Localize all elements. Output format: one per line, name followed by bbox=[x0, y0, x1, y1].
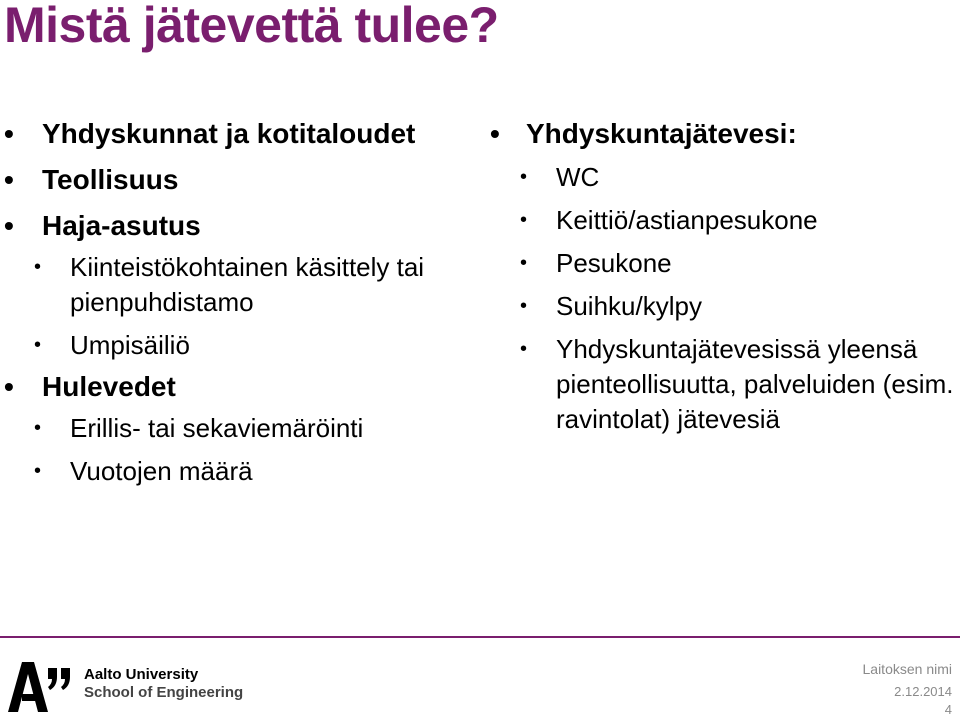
right-column bbox=[484, 118, 960, 445]
department-name: Laitoksen nimi bbox=[862, 661, 952, 677]
school-name: School of Engineering bbox=[84, 684, 244, 701]
university-title: Aalto University bbox=[84, 666, 199, 683]
slide-title: Mistä jätevettä tulee? bbox=[4, 0, 499, 53]
subbullet-wc: • WC bbox=[484, 160, 960, 195]
subbullet-kiinteistokohtainen: • Kiinteistökohtainen käsittely tai pienpuhdistamo bbox=[0, 250, 460, 320]
bullet-hulevedet: • Hulevedet bbox=[0, 371, 480, 403]
bullet-yhdyskuntajatevesi: • Yhdyskuntajätevesi: bbox=[484, 118, 960, 150]
subbullet-pesukone: • Pesukone bbox=[484, 246, 960, 281]
bullet-yhdyskunnat: • Yhdyskunnat ja kotitaloudet bbox=[0, 118, 480, 150]
aalto-a-logo-icon bbox=[8, 660, 72, 712]
left-column bbox=[0, 118, 480, 497]
slide-date: 2.12.2014 bbox=[894, 684, 952, 699]
university-name bbox=[84, 666, 243, 702]
subbullet-keittio: • Keittiö/astianpesukone bbox=[484, 203, 960, 238]
subbullet-umpisailio: • Umpisäiliö bbox=[0, 328, 480, 363]
bullet-haja-asutus: • Haja-asutus bbox=[0, 210, 480, 242]
footer-divider bbox=[0, 636, 960, 638]
subbullet-suihku: • Suihku/kylpy bbox=[484, 289, 960, 324]
subbullet-vuotojen: • Vuotojen määrä bbox=[0, 454, 480, 489]
bullet-teollisuus: • Teollisuus bbox=[0, 164, 480, 196]
page-number: 4 bbox=[944, 702, 952, 717]
subbullet-erillis: • Erillis- tai sekaviemäröinti bbox=[0, 411, 480, 446]
subbullet-pienteollisuus: • Yhdyskuntajätevesissä yleensä pienteollisuutta, palveluiden (esim. ravintolat) jätevesiä bbox=[484, 332, 956, 437]
